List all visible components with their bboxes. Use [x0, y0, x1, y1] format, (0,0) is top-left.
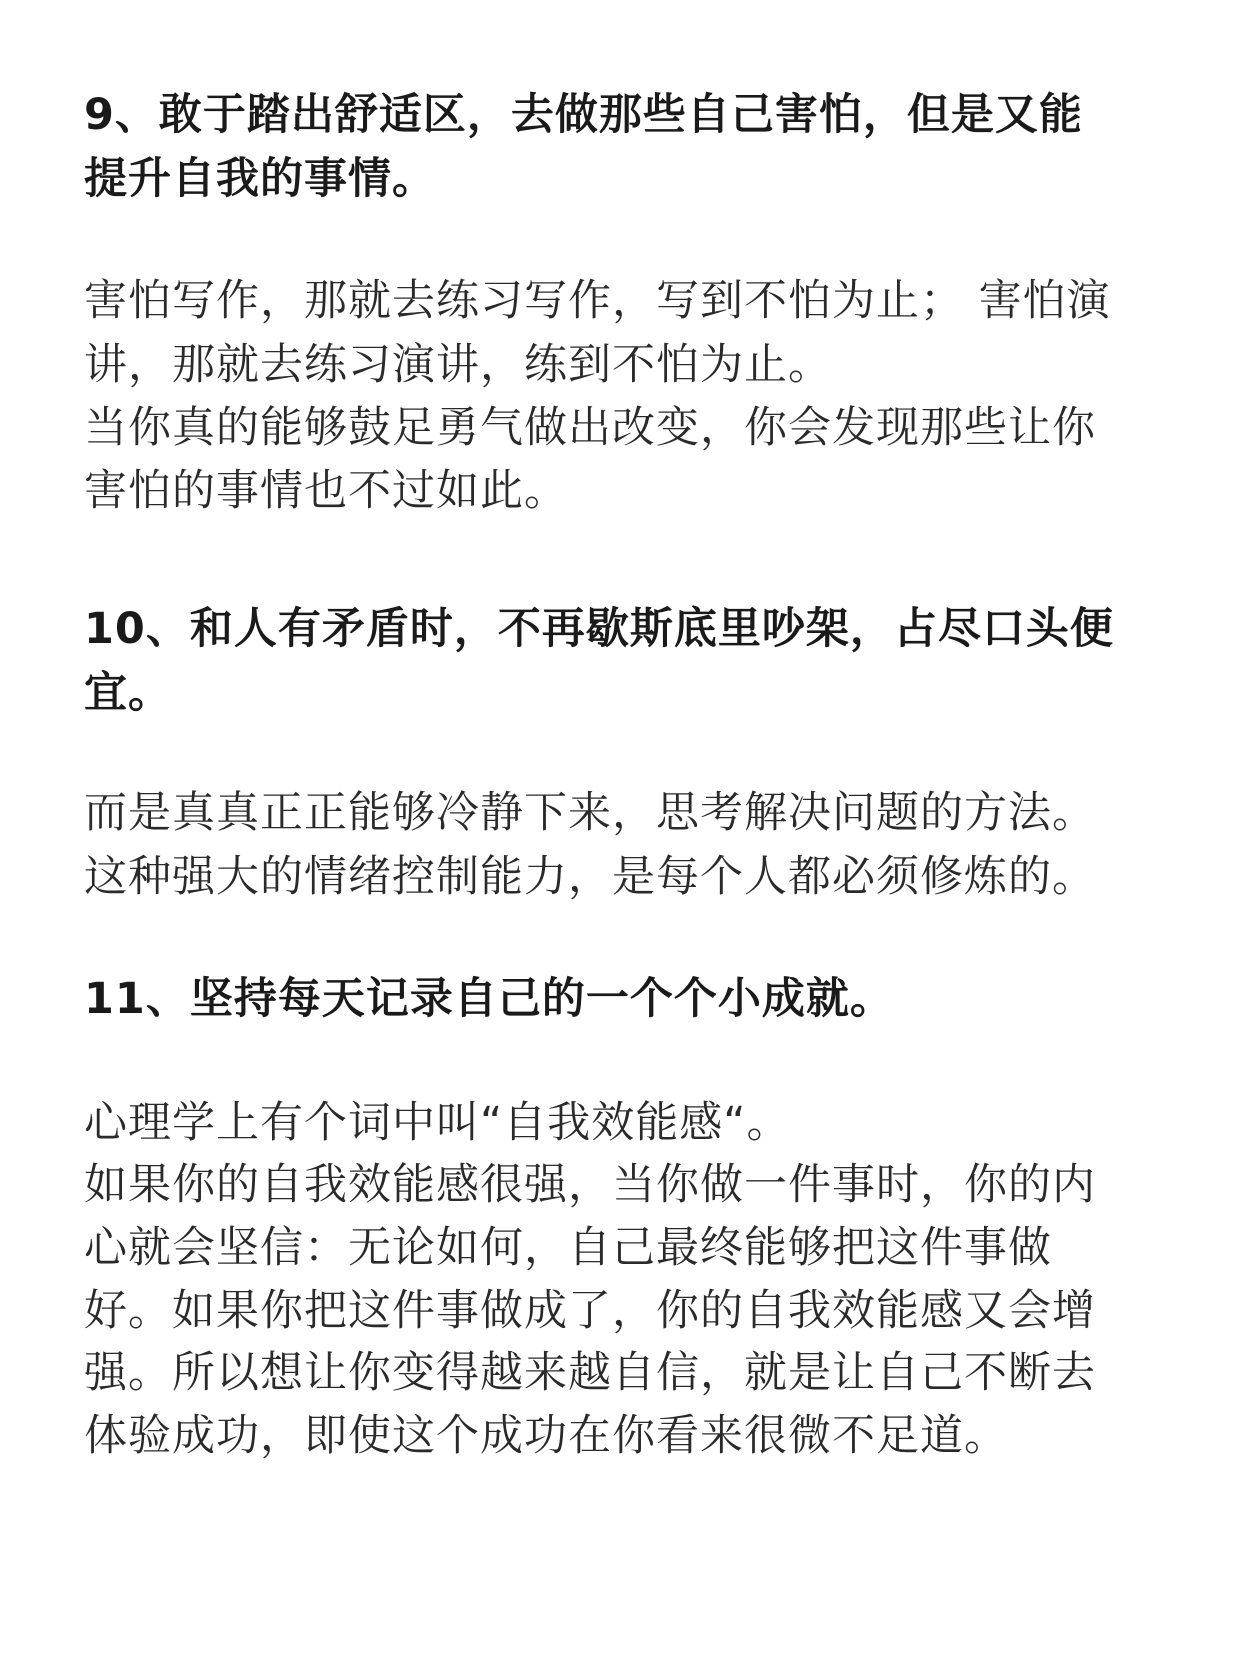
section-11-body-line-1: 心理学上有个词中叫“自我效能感“。 — [84, 1098, 791, 1148]
section-11-body-line-3: 心就会坚信：无论如何，自己最终能够把这件事做 — [84, 1223, 1052, 1273]
section-9-body-line-4: 害怕的事情也不过如此。 — [84, 466, 568, 516]
section-11-heading-line-1: 11、坚持每天记录自己的一个个小成就。 — [84, 974, 894, 1024]
section-10-body-line-1: 而是真真正正能够冷静下来，思考解决问题的方法。 — [84, 788, 1096, 838]
section-10-heading-line-2: 宜。 — [84, 668, 172, 718]
section-11-body-line-2: 如果你的自我效能感很强，当你做一件事时，你的内 — [84, 1160, 1096, 1210]
section-9-body-line-3: 当你真的能够鼓足勇气做出改变，你会发现那些让你 — [84, 403, 1096, 453]
section-11-body-line-6: 体验成功，即使这个成功在你看来很微不足道。 — [84, 1411, 1008, 1461]
section-10-heading-line-1: 10、和人有矛盾时，不再歇斯底里吵架，占尽口头便 — [84, 604, 1114, 654]
section-9-body-line-1: 害怕写作，那就去练习写作，写到不怕为止； 害怕演 — [84, 276, 1111, 326]
section-9-heading-line-1: 9、敢于踏出舒适区，去做那些自己害怕，但是又能 — [84, 90, 1083, 140]
section-9-body-line-2: 讲，那就去练习演讲，练到不怕为止。 — [84, 340, 832, 390]
section-11-body-line-5: 强。所以想让你变得越来越自信，就是让自己不断去 — [84, 1348, 1096, 1398]
section-9-heading-line-2: 提升自我的事情。 — [84, 154, 436, 204]
section-11-body-line-4: 好。如果你把这件事做成了，你的自我效能感又会增 — [84, 1286, 1096, 1336]
section-10-body-line-2: 这种强大的情绪控制能力，是每个人都必须修炼的。 — [84, 852, 1096, 902]
